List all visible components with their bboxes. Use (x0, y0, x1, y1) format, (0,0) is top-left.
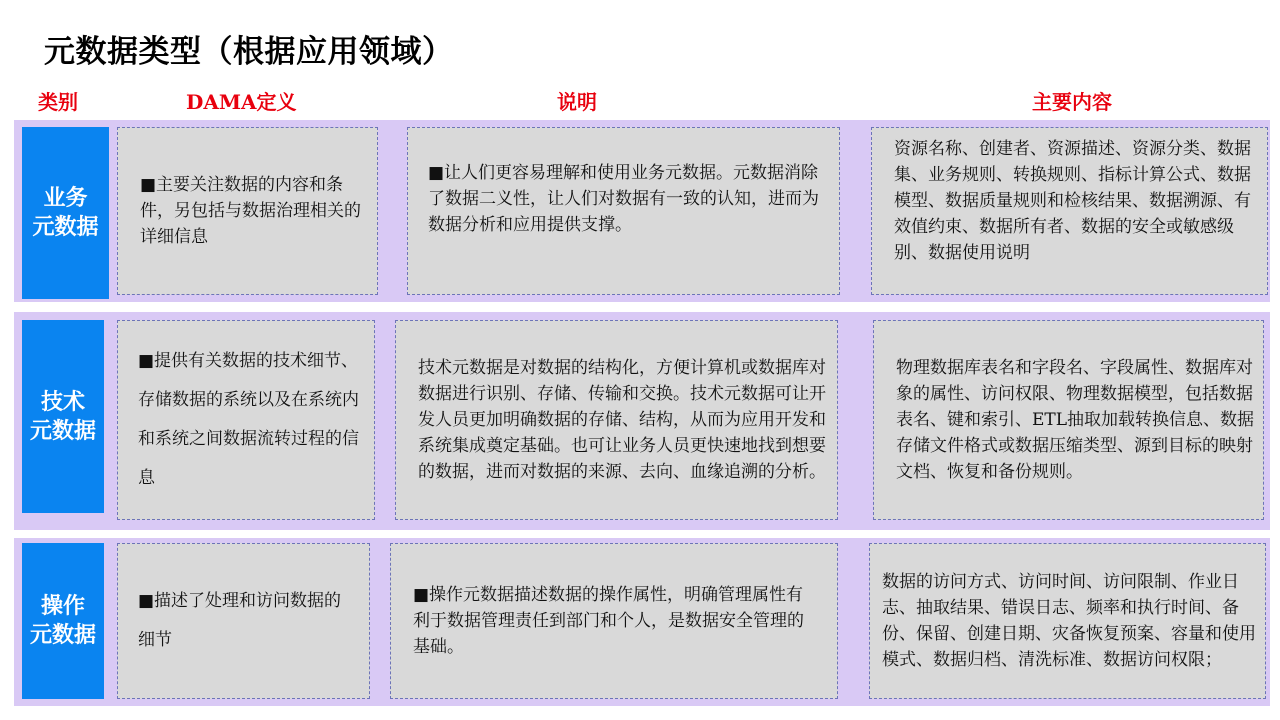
dama-definition-cell (117, 127, 378, 295)
main-content-cell (869, 543, 1266, 699)
main-content-text: 物理数据库表名和字段名、字段属性、数据库对象的属性、访问权限、物理数据模型，包括数据表名、键和索引、ETL抽取加载转换信息、数据存储文件格式或数据压缩类型、源到目标的映射文档、恢复和备份规则。 (896, 358, 1255, 482)
category-label-line1: 操作 (40, 593, 85, 619)
main-content-cell (873, 320, 1264, 520)
description-cell (390, 543, 838, 699)
main-content-text: 资源名称、创建者、资源描述、资源分类、数据集、业务规则、转换规则、指标计算公式、数据模型、数据质量规则和检核结果、数据溯源、有效值约束、数据所有者、数据的安全或敏感级别、数据使用说明 (894, 139, 1251, 263)
category-label-line2: 元数据 (32, 214, 99, 240)
page-title: 元数据类型（根据应用领域） (44, 34, 454, 70)
category-technical (22, 320, 104, 513)
dama-definition-cell (117, 543, 370, 699)
description-text: ■让人们更容易理解和使用业务元数据。元数据消除了数据二义性，让人们对数据有一致的认知，进而为数据分析和应用提供支撑。 (428, 163, 819, 235)
description-cell (407, 127, 840, 295)
dama-definition-text: ■主要关注数据的内容和条件，另包括与数据治理相关的详细信息 (140, 175, 361, 247)
description-cell (395, 320, 838, 520)
description-text: 技术元数据是对数据的结构化，方便计算机或数据库对数据进行识别、存储、传输和交换。技术元数据可让开发人员更加明确数据的存储、结构，从而为应用开发和系统集成奠定基础。也可让业务人员更快速地找到想要的数据，进而对数据的来源、去向、血缘追溯的分析。 (418, 358, 826, 482)
header-dama-definition: DAMA定义 (186, 90, 297, 114)
category-label-line2: 元数据 (29, 417, 96, 444)
main-content-text: 数据的访问方式、访问时间、访问限制、作业日志、抽取结果、错误日志、频率和执行时间、备份、保留、创建日期、灾备恢复预案、容量和使用模式、数据归档、清洗标准、数据访问权限； (882, 572, 1256, 670)
category-label-line1: 业务 (43, 185, 88, 211)
dama-definition-text: ■提供有关数据的技术细节、存储数据的系统以及在系统内和系统之间数据流转过程的信息 (138, 351, 359, 488)
category-label-line1: 技术 (40, 388, 85, 415)
header-description: 说明 (557, 90, 597, 114)
header-main-content: 主要内容 (1032, 90, 1112, 114)
header-category: 类别 (38, 90, 78, 114)
main-content-cell (871, 127, 1268, 295)
description-text: ■操作元数据描述数据的操作属性，明确管理属性有利于数据管理责任到部门和个人，是数据安全管理的基础。 (413, 585, 804, 657)
category-label-line2: 元数据 (29, 622, 96, 648)
dama-definition-cell (117, 320, 375, 520)
category-operational (22, 543, 104, 699)
category-business (22, 127, 109, 299)
dama-definition-text: ■描述了处理和访问数据的细节 (138, 591, 342, 650)
